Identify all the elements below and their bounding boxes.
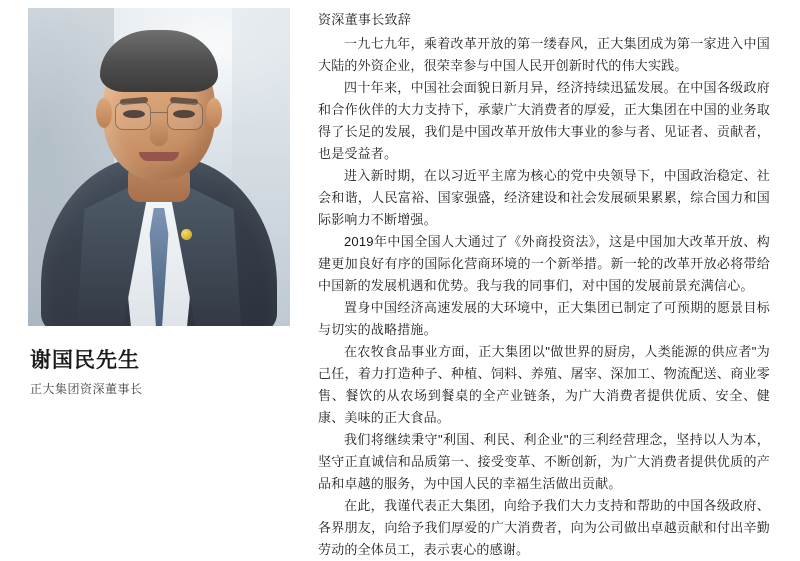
portrait-photo [28, 8, 290, 326]
glasses-lens-left-icon [115, 102, 151, 130]
subject-mouth [139, 152, 179, 161]
article-paragraph: 四十年来，中国社会面貌日新月异，经济持续迅猛发展。在中国各级政府和合作伙伴的大力支持下，承蒙广大消费者的厚爱，正大集团在中国的业务取得了长足的发展，我们是中国改革开放伟大事业的参与者、见证者、贡献者，也是受益者。 [318, 79, 770, 161]
article-title: 资深董事长致辞 [318, 12, 412, 27]
article-paragraph: 进入新时期，在以习近平主席为核心的党中央领导下，中国政治稳定、社会和谐，人民富裕、国家强盛，经济建设和社会发展硕果累累，综合国力和国际影响力不断增强。 [318, 167, 770, 227]
article-paragraph: 我们将继续秉守"利国、利民、利企业"的三利经营理念，坚持以人为本，坚守正直诚信和品质第一、接受变革、不断创新，为广大消费者提供优质的产品和卓越的服务，为中国人民的幸福生活做出贡献。 [318, 431, 770, 491]
article-body [318, 33, 770, 561]
glasses-bridge-icon [151, 112, 167, 113]
glasses-lens-right-icon [167, 102, 203, 130]
portrait-column [0, 0, 310, 412]
article-paragraph: 2019年中国全国人大通过了《外商投资法》，这是中国加大改革开放、构建更加良好有序的国际化营商环境的一个新举措。新一轮的改革开放必将带给中国新的发展机遇和优势。我与我的同事们，对中国的发展前景充满信心。 [318, 233, 770, 293]
article-paragraph: 在此，我谨代表正大集团，向给予我们大力支持和帮助的中国各级政府、各界朋友，向给予我们厚爱的广大消费者，向为公司做出卓越贡献和付出辛勤劳动的全体员工，表示衷心的感谢。 [318, 497, 770, 557]
article-paragraph: 在农牧食品事业方面，正大集团以"做世界的厨房，人类能源的供应者"为己任，着力打造种子、种植、饲料、养殖、屠宰、深加工、物流配送、商业零售、餐饮的从农场到餐桌的全产业链条，为广大消费者提供优质、安全、健康、美味的正大食品。 [318, 343, 770, 425]
subject-ear-right [206, 98, 222, 128]
portrait-caption [28, 348, 310, 397]
article-paragraph: 一九七九年，乘着改革开放的第一缕春风，正大集团成为第一家进入中国大陆的外资企业，很荣幸参与中国人民开创新时代的伟大实践。 [318, 35, 770, 73]
article-column [310, 0, 800, 557]
subject-head [103, 40, 215, 180]
portrait-caption-title: 正大集团资深董事长 [30, 382, 143, 397]
subject-nose [150, 120, 168, 146]
article-paragraph: 置身中国经济高速发展的大环境中，正大集团已制定了可预期的愿景目标与切实的战略措施。 [318, 299, 770, 337]
subject-ear-left [96, 98, 112, 128]
portrait-caption-name: 谢国民先生 [30, 349, 140, 372]
lapel-pin-icon [181, 229, 192, 240]
